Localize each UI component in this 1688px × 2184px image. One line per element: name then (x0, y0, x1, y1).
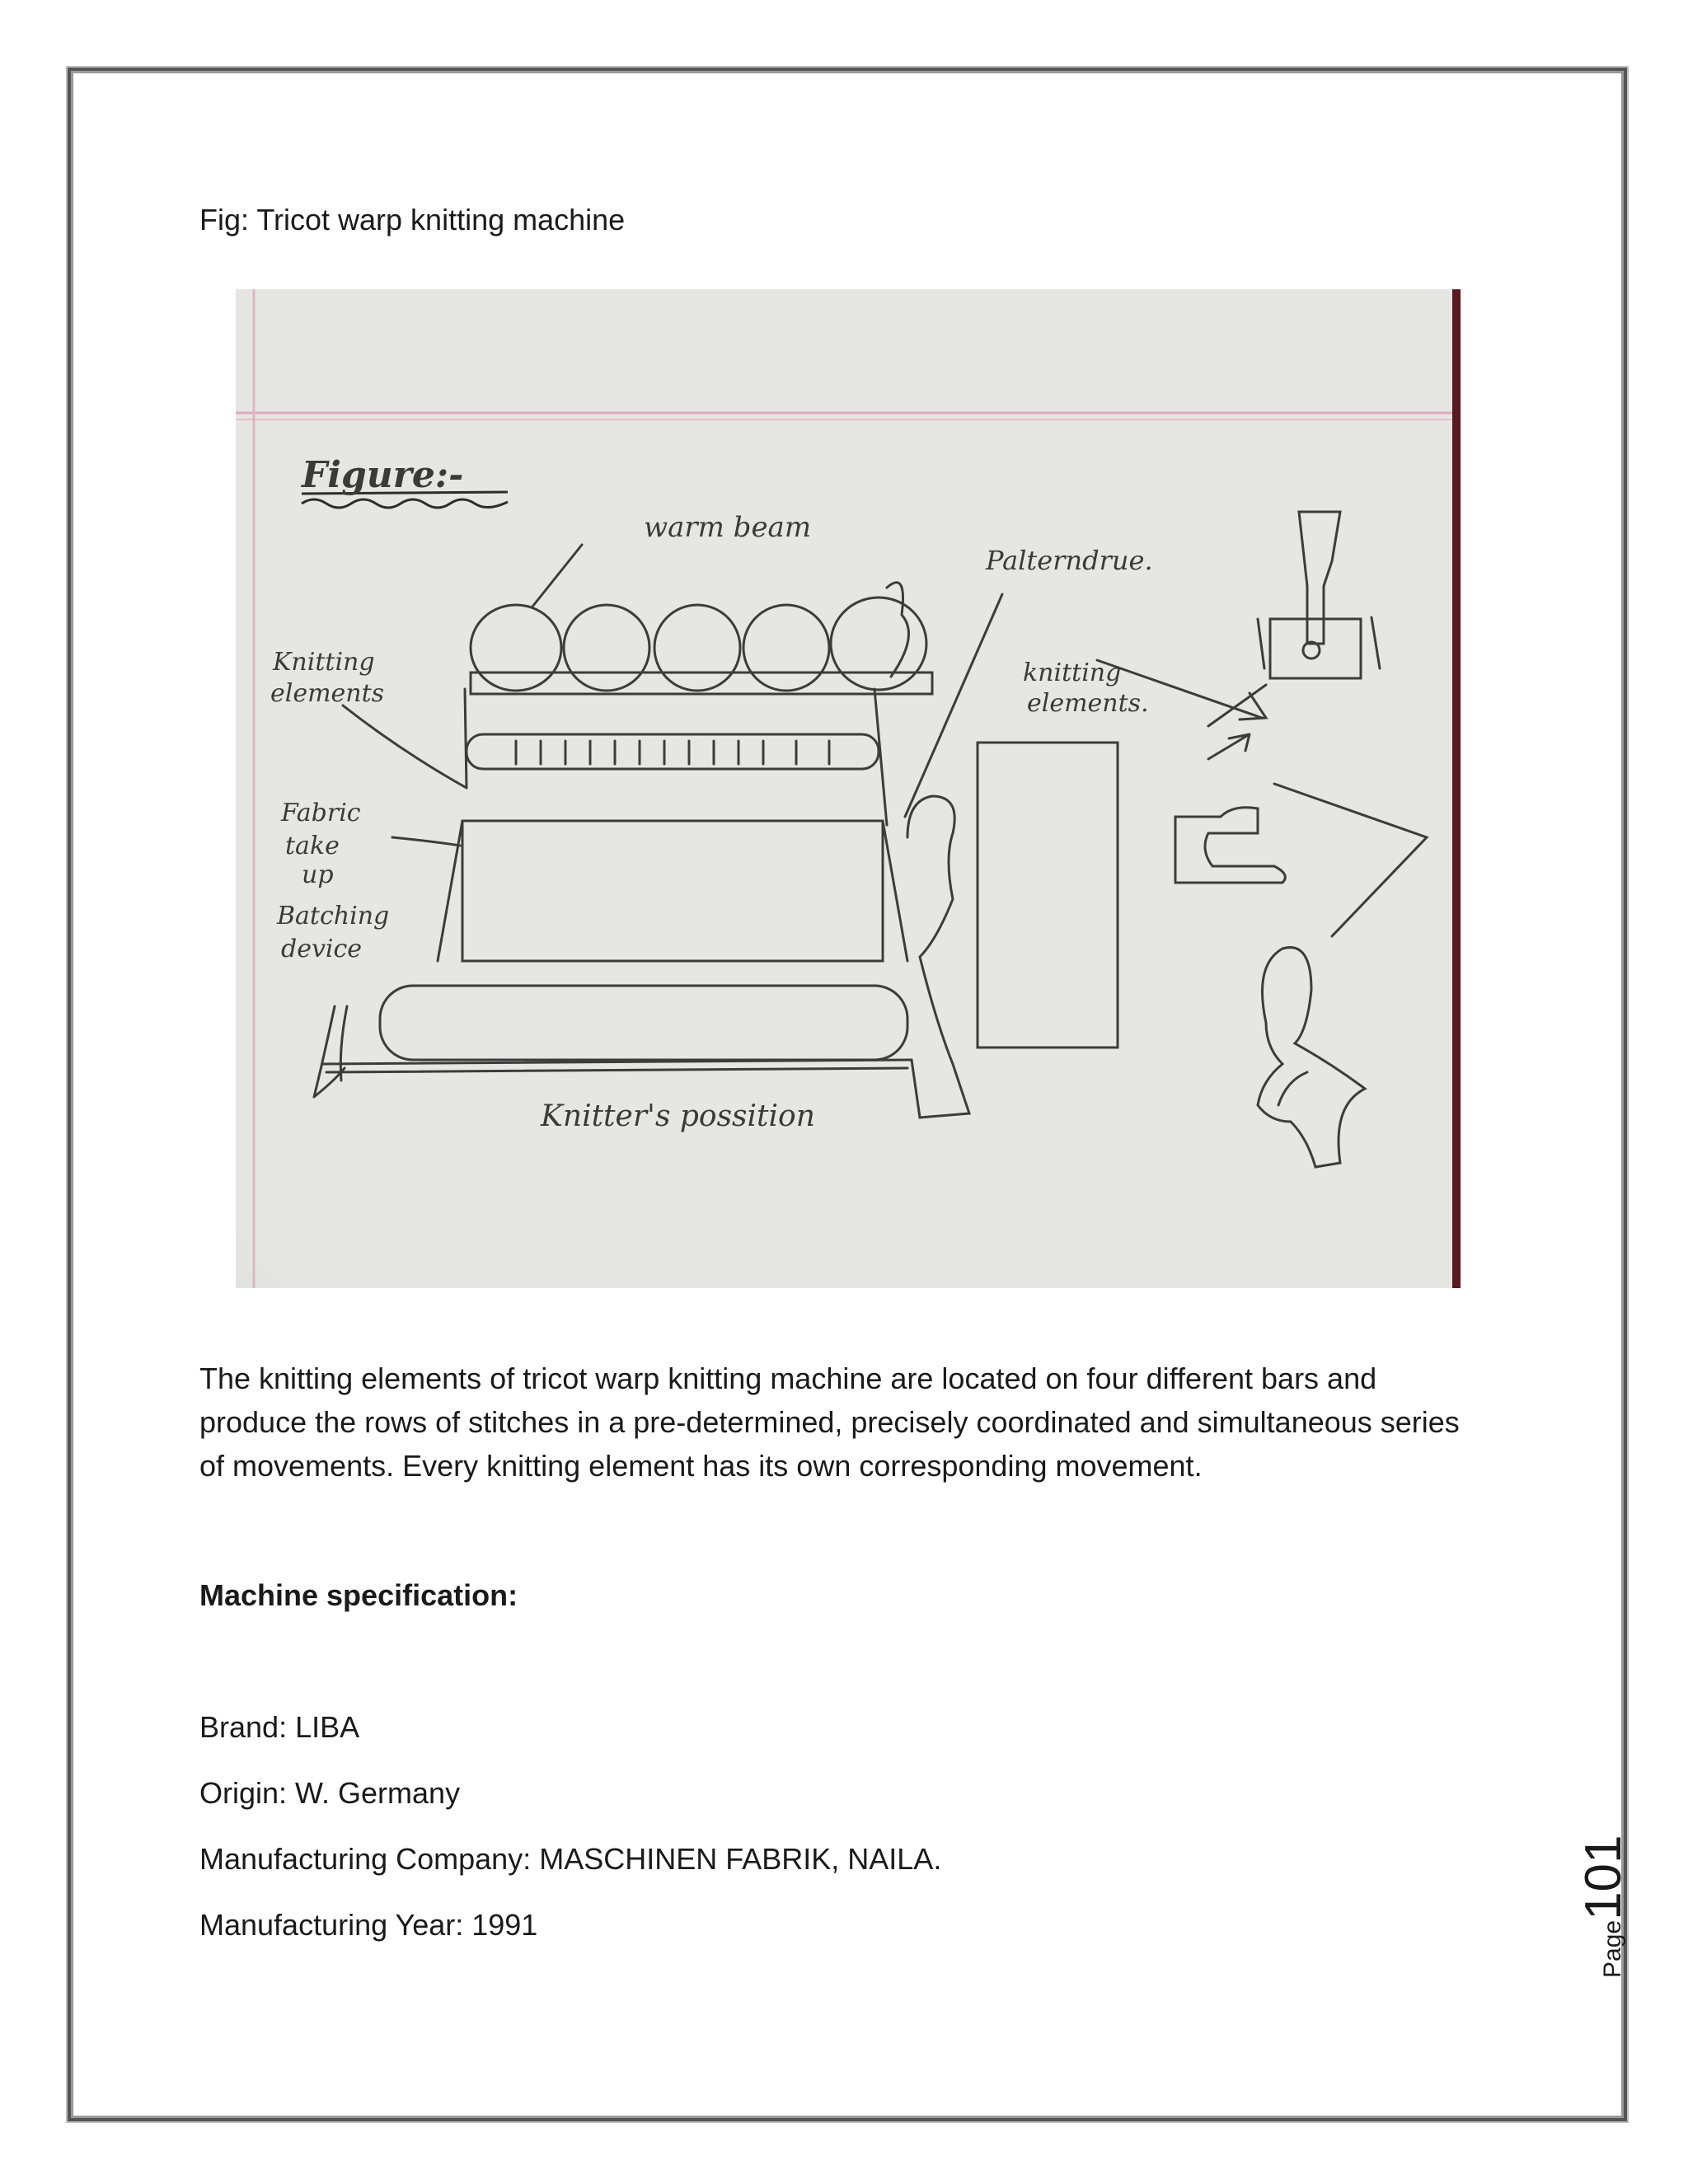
spec-company: Manufacturing Company: MASCHINEN FABRIK, NAILA. (199, 1842, 942, 1876)
spec-brand: Brand: LIBA (199, 1710, 360, 1744)
sketch-label-batching-device-2: device (281, 935, 363, 963)
sketch-label-batching-device-1: Batching (277, 902, 390, 930)
spec-origin: Origin: W. Germany (199, 1776, 461, 1810)
spec-heading: Machine specification: (199, 1578, 518, 1612)
figure-caption: Fig: Tricot warp knitting machine (199, 203, 626, 237)
sketch-label-fabric-take-up-2: take (285, 832, 340, 860)
sketch-label-knitting-elements-right-2: elements. (1027, 689, 1149, 718)
description-paragraph: The knitting elements of tricot warp knitting machine are located on four different bars and produce the rows of stitches in a pre-determined, precisely coordinated and simultaneous series of movements. Every knitting element has its own corresponding movement. (199, 1361, 1460, 1483)
spec-year: Manufacturing Year: 1991 (199, 1908, 538, 1942)
sketch-photo (236, 289, 1461, 1288)
sketch-label-pattern-drum: Palterndrue. (986, 545, 1153, 576)
sketch-label-knitting-elements-right-1: knitting (1023, 658, 1122, 687)
sketch-label-fabric-take-up-1: Fabric (281, 799, 361, 827)
sketch-label-knitting-elements-left-1: Knitting (273, 648, 375, 677)
sketch-label-warp-beam: warm beam (644, 511, 812, 544)
sketch-label-knitters-position: Knitter's possition (541, 1099, 815, 1133)
page-digits: 101 (1575, 1835, 1632, 1920)
page-number (1574, 1835, 1633, 1978)
sketch-label-figure: Figure:- (302, 454, 464, 496)
machine-sketch (236, 289, 1461, 1288)
sketch-label-knitting-elements-left-2: elements (270, 679, 385, 708)
sketch-label-fabric-take-up-3: up (302, 860, 334, 889)
page-word: Page (1599, 1919, 1626, 1978)
